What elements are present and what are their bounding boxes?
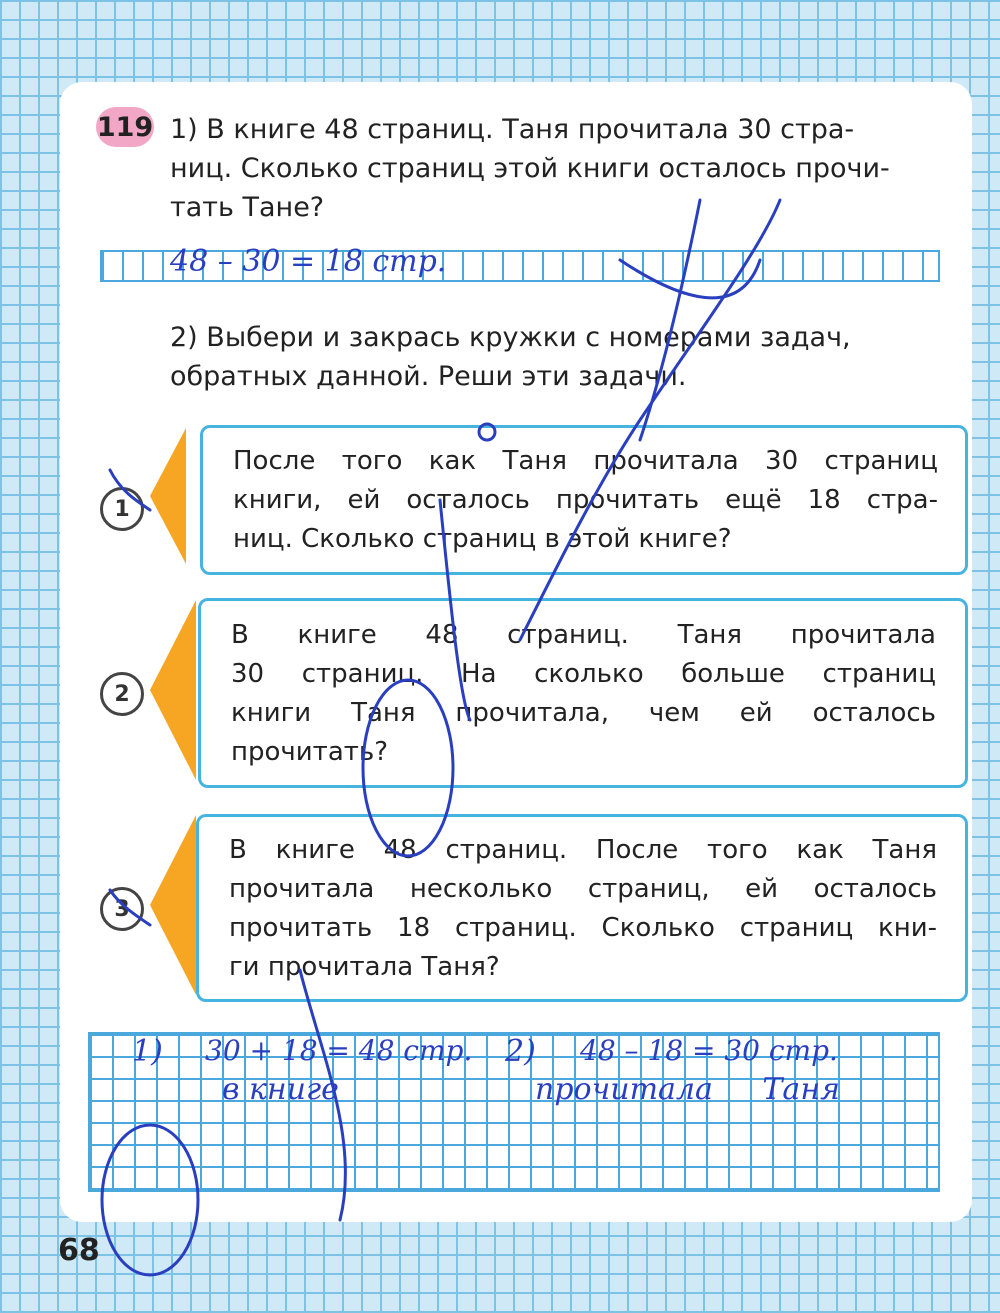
- card-3-text: [229, 831, 937, 987]
- card-number-circle-1[interactable]: 1: [100, 487, 144, 531]
- card-line: ги прочитала Таня?: [229, 952, 500, 982]
- card-number-circle-3[interactable]: 3: [100, 887, 144, 931]
- task-card-3: [196, 814, 968, 1002]
- card-line: прочитать 18 страниц. Сколько страниц кни-: [229, 913, 937, 943]
- card-line: книги, ей осталось прочитать ещё 18 стра-: [233, 485, 938, 515]
- solution-left-equation: 30 + 18 = 48 стр.: [205, 1034, 473, 1067]
- task-card-1: [200, 425, 968, 575]
- task-part1-line: 1) В книге 48 страниц. Таня прочитала 30 стра-: [170, 114, 855, 145]
- card-line: В книге 48 страниц. Таня прочитала: [231, 620, 936, 650]
- card-line: В книге 48 страниц. После того как Таня: [229, 835, 937, 865]
- card-number-circle-2[interactable]: 2: [100, 672, 144, 716]
- solution-left-label: 1): [132, 1034, 163, 1069]
- solution-left-note: в книге: [222, 1072, 339, 1107]
- handwritten-answer1: 48 – 30 = 18 стр.: [170, 244, 447, 279]
- solution-right-equation: 48 – 18 = 30 стр.: [580, 1034, 838, 1067]
- card-1-text: [233, 442, 938, 559]
- task-part1-line: ниц. Сколько страниц этой книги осталось прочи-: [170, 153, 890, 184]
- task-card-2: [198, 598, 968, 788]
- card-line: 30 страниц. На сколько больше страниц: [231, 659, 936, 689]
- task-part2-line: обратных данной. Реши эти задачи.: [170, 361, 687, 392]
- solution-right-label: 2): [505, 1034, 536, 1069]
- task-part2-line: 2) Выбери и закрась кружки с номерами задач,: [170, 322, 851, 353]
- task-part1-line: тать Тане?: [170, 192, 325, 223]
- card-line: ниц. Сколько страниц в этой книге?: [233, 524, 732, 554]
- card-line: прочитать?: [231, 737, 389, 767]
- card-line: прочитала несколько страниц, ей осталось: [229, 874, 937, 904]
- page-number: 68: [58, 1233, 100, 1268]
- task-number-badge: 119: [96, 107, 154, 147]
- card-2-text: [231, 616, 936, 772]
- card-line: После того как Таня прочитала 30 страниц: [233, 446, 938, 476]
- task-part1: [170, 110, 940, 227]
- solution-right-note: прочитала Таня: [535, 1072, 840, 1107]
- arrow-marker-2: [150, 600, 196, 780]
- arrow-marker-1: [150, 428, 186, 564]
- card-line: книги Таня прочитала, чем ей осталось: [231, 698, 936, 728]
- task-part2: [170, 318, 940, 396]
- arrow-marker-3: [150, 815, 196, 995]
